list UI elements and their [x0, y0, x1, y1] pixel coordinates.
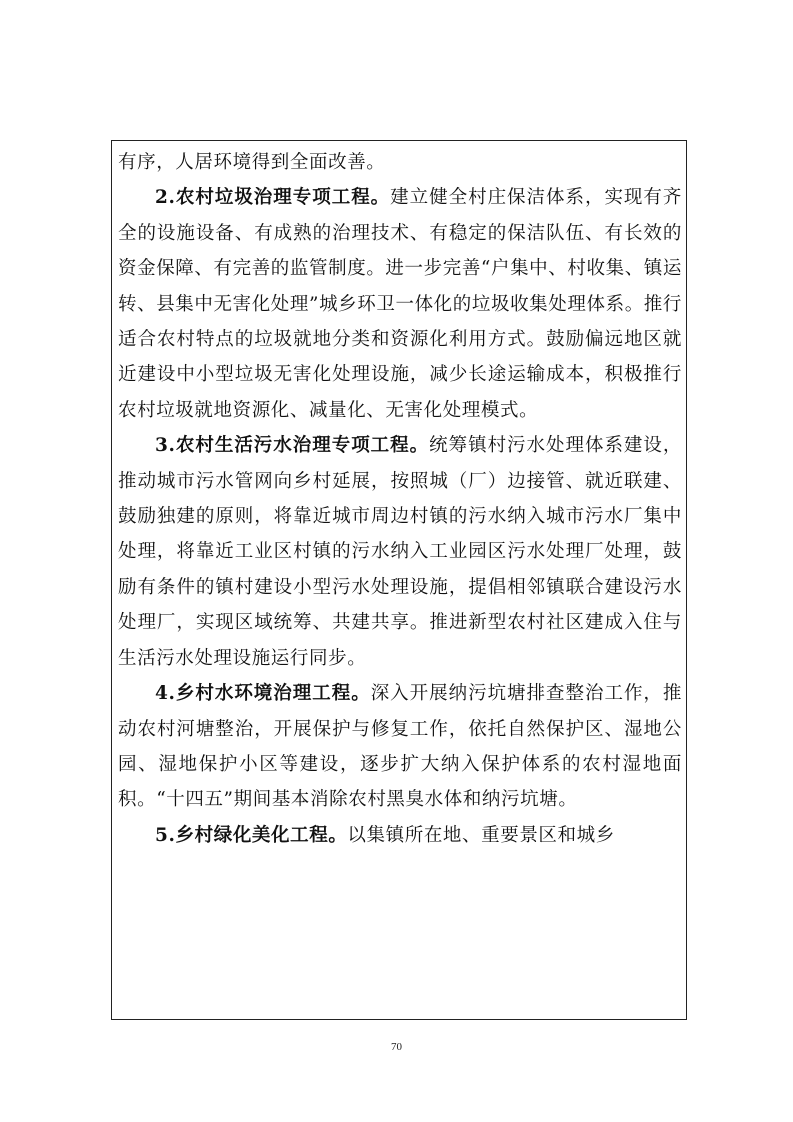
paragraph-water-environment: [118, 676, 682, 818]
paragraph-garbage-treatment: [118, 180, 682, 428]
page-number: 70: [391, 1041, 402, 1053]
paragraph-text: 深入开展纳污坑塘排查整治工作，推动农村河塘整治，开展保护与修复工作，依托自然保护区、湿地公园、湿地保护小区等建设，逐步扩大纳入保护体系的农村湿地面积。“十四五”期间基本消除农村黑臭水体和纳污坑塘。: [118, 683, 683, 811]
section-heading: 2.农村垃圾治理专项工程。: [155, 187, 391, 209]
paragraph-sewage-treatment: [118, 428, 682, 676]
paragraph-continuation: [118, 145, 682, 180]
document-body: [118, 145, 682, 853]
section-heading: 5.乡村绿化美化工程。: [155, 824, 348, 846]
paragraph-greening: [118, 818, 682, 853]
paragraph-text: 统筹镇村污水处理体系建设，推动城市污水管网向乡村延展，按照城（厂）边接管、就近联建、鼓励独建的原则，将靠近城市周边村镇的污水纳入城市污水厂集中处理，将靠近工业区村镇的污水纳入工业园区污水处理厂处理，鼓励有条件的镇村建设小型污水处理设施，提倡相邻镇联合建设污水处理厂，实现区域统筹、共建共享。推进新型农村社区建成入住与生活污水处理设施运行同步。: [118, 435, 682, 669]
section-heading: 3.农村生活污水治理专项工程。: [155, 435, 430, 457]
paragraph-text: 以集镇所在地、重要景区和城乡: [347, 824, 615, 846]
paragraph-text: 有序，人居环境得到全面改善。: [118, 152, 386, 173]
paragraph-text: 建立健全村庄保洁体系，实现有齐全的设施设备、有成熟的治理技术、有稳定的保洁队伍、有长效的资金保障、有完善的监管制度。进一步完善“户集中、村收集、镇运转、县集中无害化处理”城乡环卫一体化的垃圾收集处理体系。推行适合农村特点的垃圾就地分类和资源化利用方式。鼓励偏远地区就近建设中小型垃圾无害化处理设施，减少长途运输成本，积极推行农村垃圾就地资源化、减量化、无害化处理模式。: [118, 187, 682, 421]
section-heading: 4.乡村水环境治理工程。: [155, 683, 371, 705]
